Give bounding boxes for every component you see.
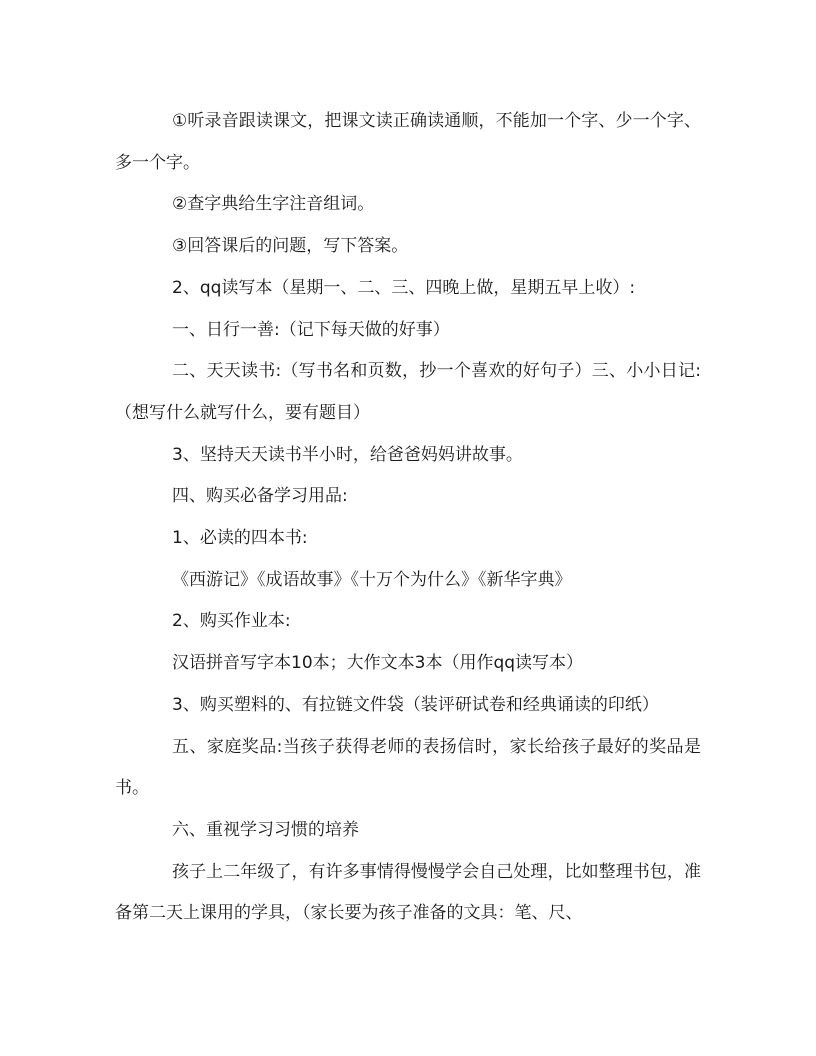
paragraph-2: ②查字典给生字注音组词。 [172, 194, 375, 215]
paragraph-13: 3、购买塑料的、有拉链文件袋（装评研试卷和经典诵读的印纸） [172, 694, 659, 715]
paragraph-5: 一、日行一善:（记下每天做的好事） [172, 319, 450, 340]
paragraph-14: 五、家庭奖品:当孩子获得老师的表扬信时，家长给孩子最好的奖品是书。 [115, 736, 701, 799]
paragraph-12: 汉语拼音写字本10本；大作文本3本（用作qq读写本） [172, 653, 584, 674]
paragraph-6: 二、天天读书:（写书名和页数，抄一个喜欢的好句子）三、小小日记:（想写什么就写什么，要有题目） [115, 361, 701, 423]
paragraph-4: 2、qq读写本（星期一、二、三、四晚上做，星期五早上收）: [172, 277, 636, 298]
paragraph-3: ③回答课后的问题，写下答案。 [172, 236, 409, 257]
paragraph-11: 2、购买作业本: [172, 611, 291, 632]
paragraph-15: 六、重视学习习惯的培养 [172, 819, 359, 840]
paragraph-9: 1、必读的四本书: [172, 528, 308, 549]
paragraph-1: ①听录音跟读课文，把课文读正确读通顺，不能加一个字、少一个字、多一个字。 [115, 111, 701, 173]
paragraph-8: 四、购买必备学习用品: [172, 486, 348, 507]
paragraph-7: 3、坚持天天读书半小时，给爸爸妈妈讲故事。 [172, 444, 523, 465]
paragraph-16: 孩子上二年级了，有许多事情得慢慢学会自己处理，比如整理书包，准备第二天上课用的学具，（家长要为孩子准备的文具：笔、尺、 [115, 861, 701, 924]
paragraph-10: 《西游记》《成语故事》《十万个为什么》《新华字典》 [172, 569, 572, 590]
document-body [115, 101, 701, 935]
